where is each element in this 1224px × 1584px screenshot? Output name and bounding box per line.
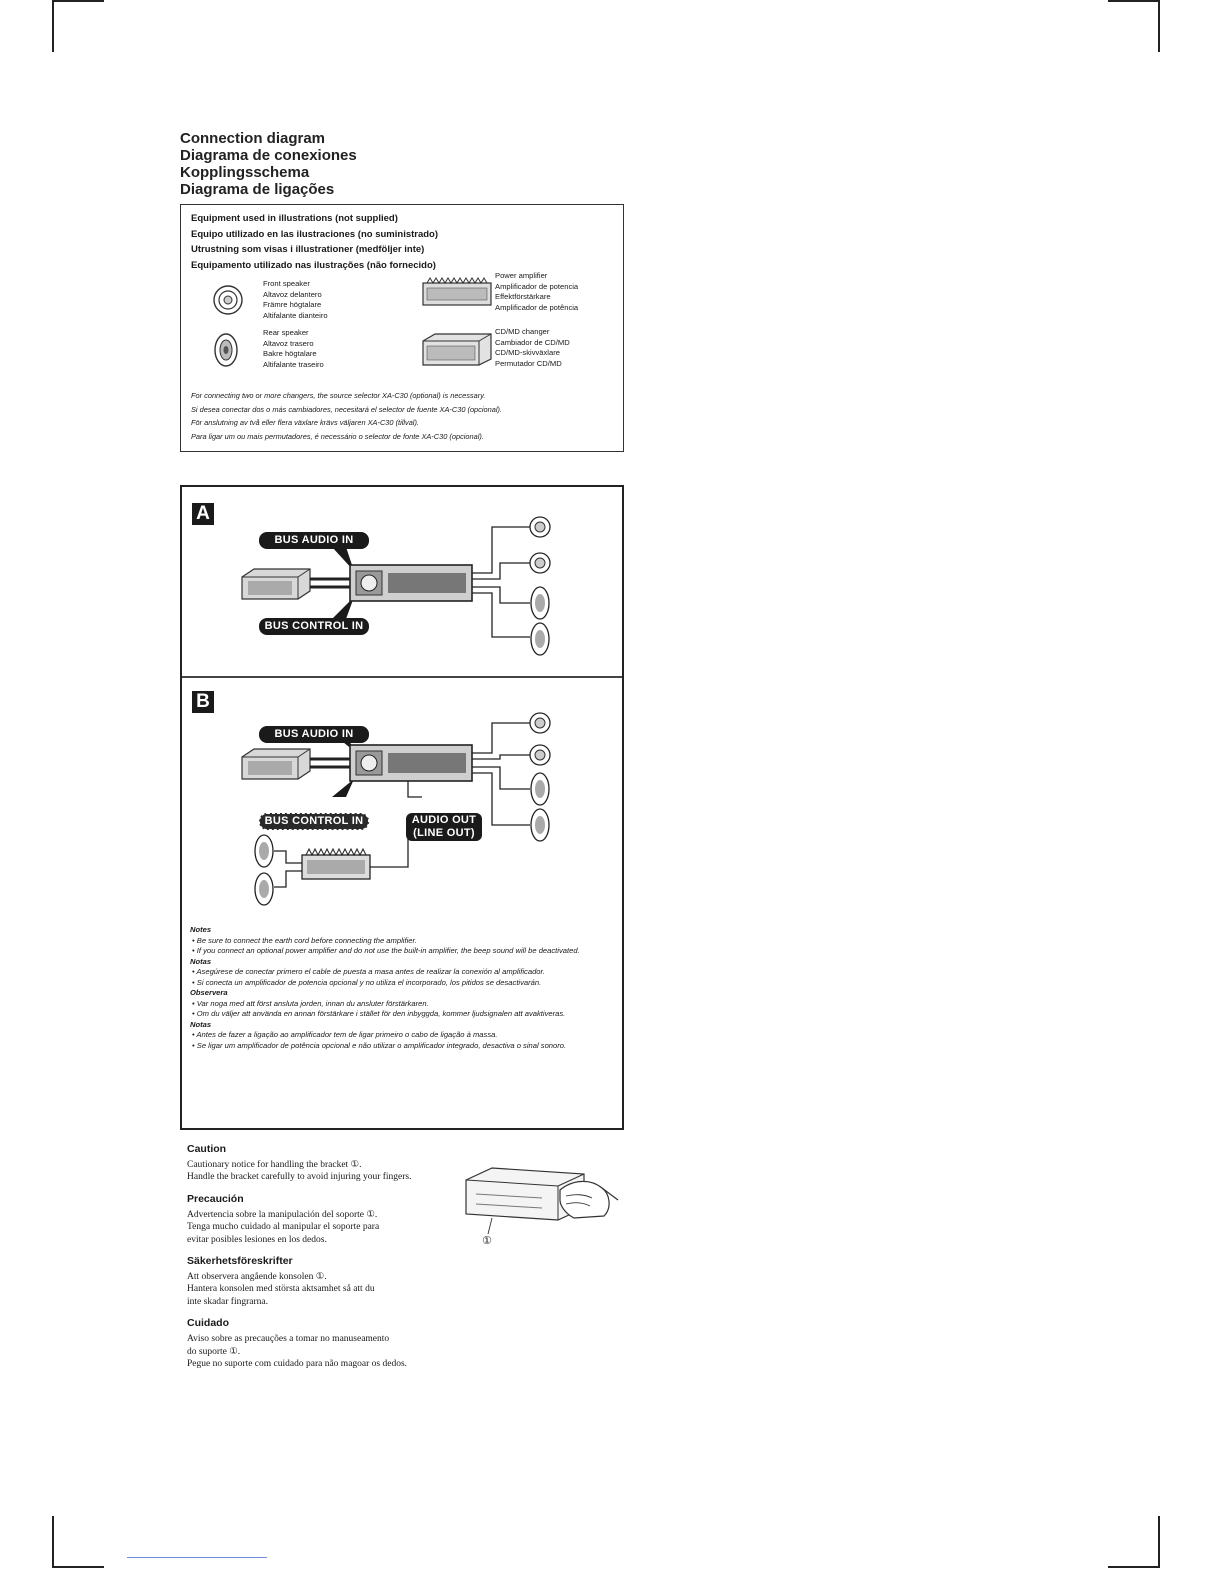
caution-line: Pegue no suporte com cuidado para não magoar os dedos.	[187, 1359, 408, 1370]
cd-md-changer-sv: CD/MD-skivväxlare	[495, 348, 560, 357]
power-amplifier-icon	[421, 275, 493, 309]
rear-speaker-icon	[211, 331, 241, 369]
audio-out-label	[406, 813, 482, 841]
power-amplifier-en: Power amplifier	[495, 271, 548, 280]
note-item: • If you connect an optional power amplifier and do not use the built-in amplifier, the beep sound will be deactivated.	[192, 946, 580, 955]
front-speaker-sv: Främre högtalare	[263, 300, 322, 309]
caution-line: Cautionary notice for handling the bracket ①.	[187, 1160, 362, 1170]
cd-md-changer-icon	[421, 331, 493, 367]
cd-md-changer-pt: Permutador CD/MD	[495, 358, 562, 368]
caution-line: Aviso sobre as precauções a tomar no manuseamento	[187, 1334, 390, 1345]
caution-line: do suporte ①.	[187, 1346, 241, 1357]
caution-line: Handle the bracket carefully to avoid injuring your fingers.	[187, 1172, 412, 1183]
caution-line: Tenga mucho cuidado al manipular el soporte para	[187, 1222, 380, 1233]
crop-mark	[1158, 1516, 1160, 1568]
diagram-notes	[190, 925, 620, 1051]
power-amplifier-es: Amplificador de potencia	[495, 281, 579, 291]
equipment-notes	[191, 389, 502, 443]
notes-heading-pt: Notas	[190, 1019, 212, 1029]
front-speaker-pt: Altifalante dianteiro	[263, 310, 328, 320]
note-item: • Asegúrese de conectar primero el cable de puesta a masa antes de realizar la conexión al amplificador.	[192, 967, 545, 976]
note-item: • Antes de fazer a ligação ao amplificador tem de ligar primeiro o cabo de ligação à massa.	[192, 1030, 498, 1039]
equipment-heading-en: Equipment used in illustrations (not supplied)	[191, 213, 398, 224]
caution-text-sv	[187, 1271, 467, 1308]
section-b-wiring	[182, 679, 626, 919]
rear-speaker-sv: Bakre högtalare	[263, 349, 317, 358]
equipment-note-sv: För anslutning av två eller flera växlare krävs väljaren XA-C30 (tillval).	[191, 418, 419, 427]
section-a-wiring	[182, 487, 626, 677]
caution-line: Advertencia sobre la manipulación del soporte ①.	[187, 1209, 378, 1220]
cd-md-changer-en: CD/MD changer	[495, 327, 550, 336]
front-speaker-icon	[211, 283, 245, 317]
note-item: • Var noga med att först ansluta jorden, innan du ansluter förstärkaren.	[192, 998, 429, 1008]
caution-section	[187, 1142, 467, 1370]
crop-mark	[1108, 0, 1160, 2]
bus-control-in-label-a: BUS CONTROL IN	[259, 618, 369, 635]
caution-line: inte skadar fingrarna.	[187, 1296, 268, 1307]
rear-speaker-labels	[263, 328, 324, 370]
caution-text-en	[187, 1159, 467, 1184]
cd-md-changer-es: Cambiador de CD/MD	[495, 337, 570, 347]
crop-mark	[52, 0, 104, 2]
bus-audio-in-label-a: BUS AUDIO IN	[259, 532, 369, 549]
notes-heading-sv: Observera	[190, 988, 228, 997]
caution-line: Att observera angående konsolen ①.	[187, 1272, 327, 1283]
bracket-callout-number: ①	[482, 1234, 492, 1247]
caution-line: evitar posibles lesiones en los dedos.	[187, 1234, 327, 1245]
title-en: Connection diagram	[180, 130, 326, 147]
rear-speaker-es: Altavoz trasero	[263, 338, 314, 348]
power-amplifier-labels	[495, 271, 578, 313]
power-amplifier-pt: Amplificador de potência	[495, 302, 579, 312]
title-sv: Kopplingsschema	[180, 164, 310, 181]
caution-line: Hantera konsolen med största aktsamhet så att du	[187, 1284, 375, 1295]
note-item: • Se ligar um amplificador de potência opcional e não utilizar o amplificador integrado, desactiva o sinal sonoro.	[192, 1040, 567, 1050]
crop-mark	[52, 0, 54, 52]
equipment-note-pt: Para ligar um ou mais permutadores, é necessário o selector de fonte XA-C30 (opcional).	[191, 431, 484, 441]
connection-diagram-box	[180, 485, 624, 1130]
equipment-legend-box	[180, 204, 624, 452]
caution-heading-sv: Säkerhetsföreskrifter	[187, 1255, 293, 1268]
audio-out-line1: AUDIO OUT	[411, 814, 477, 826]
crop-mark	[52, 1516, 54, 1568]
page-titles	[180, 130, 357, 198]
title-es: Diagrama de conexiones	[180, 147, 357, 164]
notes-heading-en: Notes	[190, 925, 212, 934]
cd-md-changer-labels	[495, 327, 570, 369]
power-amplifier-sv: Effektförstärkare	[495, 292, 551, 301]
rear-speaker-pt: Altifalante traseiro	[263, 359, 324, 369]
front-speaker-labels	[263, 279, 328, 321]
note-item: • Si conecta un amplificador de potencia opcional y no utiliza el incorporado, los pitidos se desactivarán.	[192, 977, 542, 987]
notes-heading-es: Notas	[190, 956, 212, 966]
front-speaker-en: Front speaker	[263, 279, 310, 288]
equipment-heading-es: Equipo utilizado en las ilustraciones (no suministrado)	[191, 228, 439, 240]
bottom-link-line	[127, 1557, 267, 1558]
section-a-label: A	[192, 503, 214, 525]
audio-out-line2: (LINE OUT)	[413, 827, 475, 839]
crop-mark	[1158, 0, 1160, 52]
title-pt: Diagrama de ligações	[180, 181, 335, 198]
crop-mark	[1108, 1566, 1160, 1568]
section-divider	[182, 676, 622, 678]
rear-speaker-en: Rear speaker	[263, 328, 309, 337]
front-speaker-es: Altavoz delantero	[263, 289, 322, 299]
equipment-heading-sv: Utrustning som visas i illustrationer (medföljer inte)	[191, 244, 425, 255]
bus-control-in-label-b: BUS CONTROL IN	[259, 813, 369, 830]
caution-text-es	[187, 1209, 467, 1246]
caution-heading-en: Caution	[187, 1143, 227, 1155]
caution-heading-pt: Cuidado	[187, 1317, 229, 1330]
section-b-label: B	[192, 691, 214, 713]
equipment-heading-pt: Equipamento utilizado nas ilustrações (não fornecido)	[191, 259, 436, 271]
caution-text-pt	[187, 1333, 467, 1370]
caution-heading-es: Precaución	[187, 1192, 244, 1205]
bus-audio-in-label-b: BUS AUDIO IN	[259, 726, 369, 743]
note-item: • Be sure to connect the earth cord before connecting the amplifier.	[192, 935, 417, 945]
note-item: • Om du väljer att använda en annan förstärkare i stället för den inbyggda, kommer ljudsignalen att avaktiveras.	[192, 1009, 566, 1018]
equipment-headings	[191, 211, 438, 273]
crop-mark	[52, 1566, 104, 1568]
equipment-note-es: Si desea conectar dos o más cambiadores, necesitará el selector de fuente XA-C30 (opcional).	[191, 404, 502, 414]
equipment-note-en: For connecting two or more changers, the source selector XA-C30 (optional) is necessary.	[191, 391, 486, 400]
